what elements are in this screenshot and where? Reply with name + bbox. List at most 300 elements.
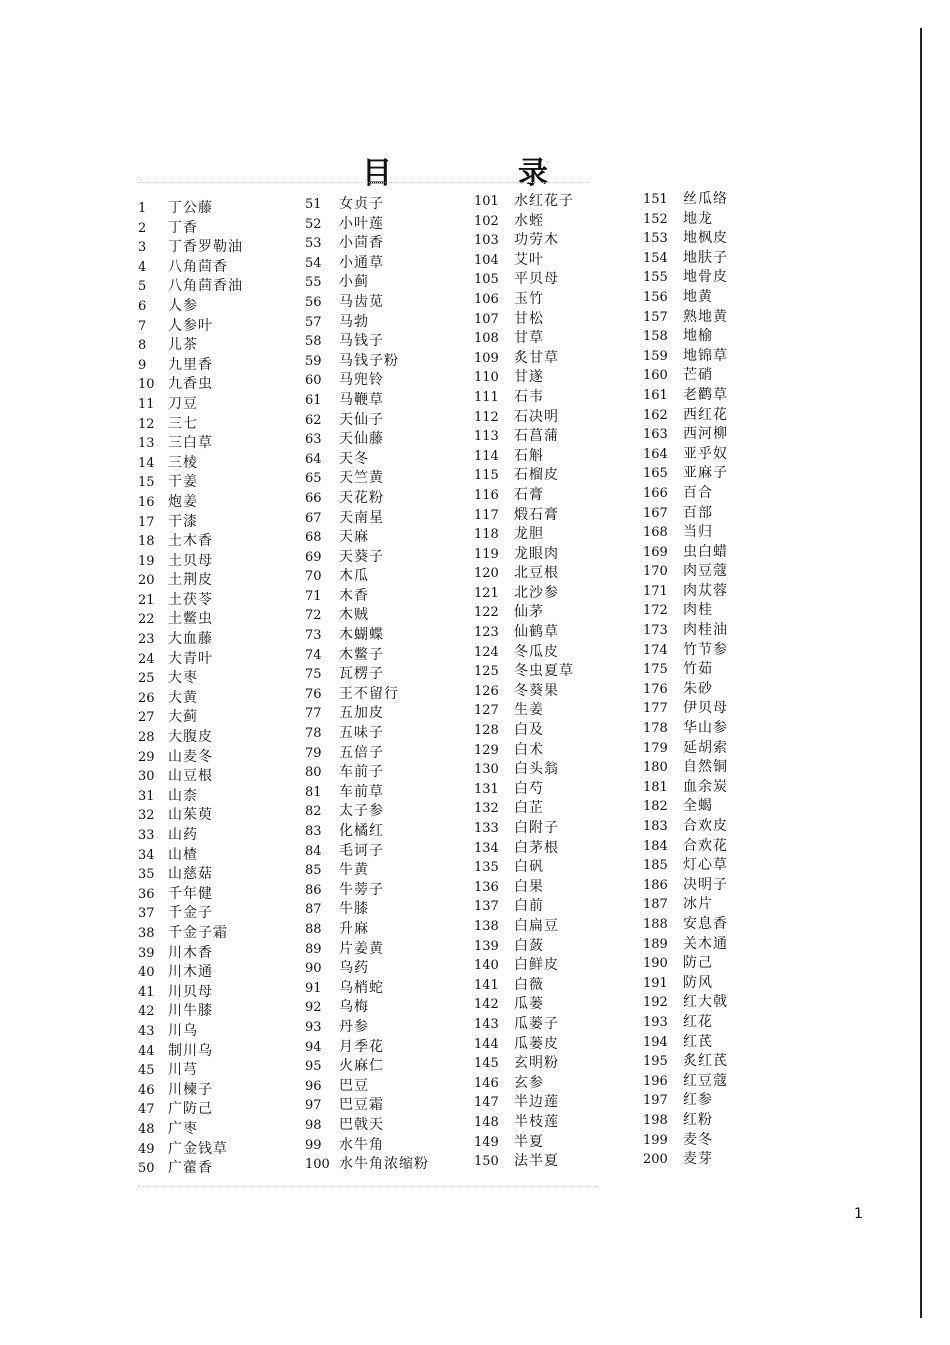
entry-number: 130 xyxy=(474,762,499,778)
entry-number: 48 xyxy=(138,1121,155,1137)
entry-name: 丝瓜络 xyxy=(683,191,728,207)
toc-column-1 xyxy=(138,199,308,1179)
entry-number: 17 xyxy=(138,514,155,530)
entry-name: 仙茅 xyxy=(514,604,544,621)
toc-entry xyxy=(474,741,644,761)
toc-entry xyxy=(643,856,813,876)
entry-name: 山茱萸 xyxy=(168,807,213,824)
entry-name: 红豆蔻 xyxy=(683,1072,728,1089)
entry-name: 合欢花 xyxy=(683,837,728,854)
toc-entry xyxy=(138,297,308,317)
entry-name: 亚乎奴 xyxy=(683,445,728,462)
entry-number: 159 xyxy=(643,348,668,364)
toc-entry xyxy=(474,858,644,878)
entry-number: 154 xyxy=(643,250,668,266)
entry-name: 山楂 xyxy=(168,846,198,863)
entry-number: 191 xyxy=(643,975,668,991)
entry-name: 八角茴香油 xyxy=(168,278,243,295)
entry-number: 136 xyxy=(474,879,499,895)
entry-number: 189 xyxy=(643,936,668,952)
entry-name: 甘遂 xyxy=(514,369,544,386)
entry-number: 120 xyxy=(474,566,499,582)
toc-entry xyxy=(138,336,308,356)
entry-number: 58 xyxy=(305,334,322,350)
toc-entry xyxy=(643,464,813,484)
toc-entry xyxy=(138,571,308,591)
toc-entry xyxy=(138,983,308,1003)
entry-number: 106 xyxy=(474,291,499,307)
entry-name: 瓜蒌 xyxy=(514,996,544,1013)
entry-name: 白鲜皮 xyxy=(514,957,559,974)
entry-name: 老鹳草 xyxy=(683,386,728,403)
entry-number: 184 xyxy=(643,838,668,854)
entry-number: 51 xyxy=(305,197,322,212)
entry-name: 大血藤 xyxy=(168,631,213,648)
entry-number: 122 xyxy=(474,605,499,621)
toc-entry xyxy=(305,646,475,666)
toc-entry xyxy=(474,329,644,349)
entry-name: 地黄 xyxy=(683,288,713,305)
entry-number: 11 xyxy=(138,396,155,412)
entry-name: 龙胆 xyxy=(514,526,544,543)
entry-number: 40 xyxy=(138,965,155,981)
toc-entry xyxy=(474,427,644,447)
entry-name: 防风 xyxy=(683,974,713,991)
entry-number: 132 xyxy=(474,801,499,817)
entry-name: 白矾 xyxy=(514,859,544,876)
toc-entry xyxy=(305,685,475,705)
entry-name: 红参 xyxy=(683,1092,713,1109)
entry-number: 34 xyxy=(138,847,155,863)
toc-entry xyxy=(305,509,475,529)
toc-entry xyxy=(643,778,813,798)
entry-name: 升麻 xyxy=(339,920,369,937)
entry-name: 天麻 xyxy=(339,529,369,546)
toc-entry xyxy=(474,1133,644,1153)
entry-number: 25 xyxy=(138,671,155,687)
entry-number: 49 xyxy=(138,1141,155,1157)
entry-number: 74 xyxy=(305,647,322,663)
entry-number: 80 xyxy=(305,765,322,781)
entry-number: 60 xyxy=(305,373,322,389)
entry-number: 188 xyxy=(643,916,668,932)
entry-number: 45 xyxy=(138,1063,155,1079)
toc-entry xyxy=(474,721,644,741)
entry-number: 8 xyxy=(138,338,147,354)
toc-entry xyxy=(643,641,813,661)
entry-name: 千金子霜 xyxy=(168,924,228,941)
entry-number: 167 xyxy=(643,505,668,521)
entry-name: 广防己 xyxy=(168,1101,213,1118)
entry-number: 164 xyxy=(643,446,668,462)
toc-entry xyxy=(474,231,644,251)
toc-entry xyxy=(474,349,644,369)
entry-name: 广金钱草 xyxy=(168,1140,228,1157)
toc-entry xyxy=(643,1091,813,1111)
toc-entry xyxy=(305,1038,475,1058)
entry-number: 169 xyxy=(643,544,668,560)
entry-number: 181 xyxy=(643,779,668,795)
entry-name: 天仙子 xyxy=(339,411,384,428)
entry-name: 马勃 xyxy=(339,313,369,330)
entry-number: 135 xyxy=(474,860,499,876)
entry-name: 合欢皮 xyxy=(683,818,728,834)
toc-entry xyxy=(474,506,644,526)
entry-number: 131 xyxy=(474,781,499,797)
entry-name: 白蔹 xyxy=(514,937,544,954)
toc-entry xyxy=(643,249,813,269)
entry-name: 石菖蒲 xyxy=(514,428,559,445)
entry-name: 伊贝母 xyxy=(683,700,728,717)
entry-number: 7 xyxy=(138,318,147,334)
entry-name: 巴豆 xyxy=(339,1077,369,1094)
entry-number: 148 xyxy=(474,1114,499,1130)
entry-name: 小茴香 xyxy=(339,235,384,252)
entry-number: 166 xyxy=(643,485,668,501)
toc-entry xyxy=(138,454,308,474)
toc-entry xyxy=(305,665,475,685)
entry-number: 102 xyxy=(474,213,499,229)
entry-number: 100 xyxy=(305,1157,330,1173)
toc-entry xyxy=(643,1150,813,1170)
toc-entry xyxy=(474,623,644,643)
toc-entry xyxy=(138,1159,308,1179)
entry-number: 168 xyxy=(643,525,668,541)
entry-name: 白茅根 xyxy=(514,839,559,856)
entry-number: 26 xyxy=(138,690,155,706)
toc-entry xyxy=(643,1111,813,1131)
toc-entry xyxy=(643,504,813,524)
entry-name: 自然铜 xyxy=(683,759,728,776)
toc-entry xyxy=(305,411,475,431)
entry-number: 187 xyxy=(643,897,668,913)
footer-divider xyxy=(138,1186,598,1187)
entry-name: 木贼 xyxy=(339,607,369,624)
entry-number: 178 xyxy=(643,721,668,737)
entry-name: 太子参 xyxy=(339,803,384,820)
entry-name: 冬虫夏草 xyxy=(514,663,574,680)
toc-entry xyxy=(138,846,308,866)
entry-number: 196 xyxy=(643,1073,668,1089)
entry-name: 麦冬 xyxy=(683,1131,713,1148)
entry-name: 山柰 xyxy=(168,787,198,804)
toc-entry xyxy=(643,308,813,328)
entry-name: 艾叶 xyxy=(514,251,544,268)
toc-entry xyxy=(474,819,644,839)
toc-entry xyxy=(643,876,813,896)
entry-number: 139 xyxy=(474,938,499,954)
toc-entry xyxy=(474,701,644,721)
entry-name: 白芷 xyxy=(514,800,544,817)
toc-entry xyxy=(138,219,308,239)
entry-number: 152 xyxy=(643,211,668,227)
entry-name: 白前 xyxy=(514,898,544,915)
entry-name: 大蓟 xyxy=(168,709,198,726)
entry-number: 38 xyxy=(138,925,155,941)
entry-number: 72 xyxy=(305,608,322,624)
entry-name: 木香 xyxy=(339,587,369,604)
entry-number: 85 xyxy=(305,863,322,879)
entry-number: 39 xyxy=(138,945,155,961)
toc-entry xyxy=(305,1155,475,1175)
entry-name: 马钱子粉 xyxy=(339,352,399,369)
toc-entry xyxy=(643,954,813,974)
entry-number: 87 xyxy=(305,902,322,918)
entry-number: 198 xyxy=(643,1112,668,1128)
entry-number: 133 xyxy=(474,821,499,836)
toc-entry xyxy=(643,210,813,230)
toc-entry xyxy=(474,878,644,898)
entry-number: 55 xyxy=(305,275,322,291)
entry-name: 西河柳 xyxy=(683,426,728,443)
entry-number: 79 xyxy=(305,745,322,761)
toc-entry xyxy=(643,660,813,680)
entry-number: 54 xyxy=(305,255,322,271)
entry-number: 86 xyxy=(305,882,322,898)
entry-name: 西红花 xyxy=(683,406,728,423)
entry-name: 肉桂 xyxy=(683,602,713,619)
entry-name: 法半夏 xyxy=(514,1153,559,1170)
entry-name: 冬瓜皮 xyxy=(514,643,559,660)
entry-name: 千年健 xyxy=(168,885,213,902)
toc-entry xyxy=(138,1042,308,1062)
entry-name: 木蝴蝶 xyxy=(339,627,384,644)
entry-number: 182 xyxy=(643,799,668,815)
toc-entry xyxy=(138,689,308,709)
toc-entry xyxy=(138,787,308,807)
toc-entry xyxy=(643,1072,813,1092)
entry-name: 北沙参 xyxy=(514,584,559,601)
entry-name: 丁香罗勒油 xyxy=(168,239,243,256)
toc-entry xyxy=(138,1081,308,1101)
entry-number: 165 xyxy=(643,466,668,482)
entry-number: 94 xyxy=(305,1039,322,1055)
toc-entry xyxy=(643,1033,813,1053)
entry-number: 77 xyxy=(305,706,322,722)
entry-name: 大青叶 xyxy=(168,650,213,667)
entry-number: 36 xyxy=(138,886,155,902)
entry-name: 瓜蒌子 xyxy=(514,1015,559,1032)
entry-name: 煅石膏 xyxy=(514,506,559,523)
toc-entry xyxy=(643,425,813,445)
entry-number: 162 xyxy=(643,407,668,423)
entry-number: 2 xyxy=(138,220,147,236)
toc-entry xyxy=(474,1093,644,1113)
toc-entry xyxy=(474,662,644,682)
toc-entry xyxy=(305,724,475,744)
entry-number: 84 xyxy=(305,843,322,859)
toc-entry xyxy=(474,956,644,976)
toc-entry xyxy=(474,466,644,486)
toc-entry xyxy=(305,900,475,920)
entry-name: 百合 xyxy=(683,484,713,501)
entry-name: 马鞭草 xyxy=(339,391,384,408)
entry-name: 牛黄 xyxy=(339,862,369,879)
entry-number: 199 xyxy=(643,1132,668,1148)
entry-number: 10 xyxy=(138,377,155,393)
entry-name: 大腹皮 xyxy=(168,729,213,746)
toc-entry xyxy=(305,822,475,842)
entry-number: 142 xyxy=(474,997,499,1013)
toc-entry xyxy=(138,630,308,650)
toc-entry xyxy=(138,473,308,493)
entry-name: 肉豆蔻 xyxy=(683,563,728,580)
entry-number: 67 xyxy=(305,510,322,526)
entry-number: 146 xyxy=(474,1075,499,1091)
entry-number: 197 xyxy=(643,1093,668,1109)
entry-number: 155 xyxy=(643,270,668,286)
entry-number: 42 xyxy=(138,1004,155,1020)
toc-entry xyxy=(138,610,308,630)
entry-number: 70 xyxy=(305,569,322,585)
entry-number: 113 xyxy=(474,429,499,445)
toc-entry xyxy=(474,486,644,506)
entry-name: 麦芽 xyxy=(683,1151,713,1168)
toc-entry xyxy=(305,391,475,411)
toc-entry xyxy=(138,904,308,924)
entry-number: 90 xyxy=(305,961,322,977)
entry-name: 地枫皮 xyxy=(683,230,728,247)
entry-number: 145 xyxy=(474,1056,499,1072)
entry-number: 44 xyxy=(138,1043,155,1059)
toc-entry xyxy=(305,1057,475,1077)
entry-name: 决明子 xyxy=(683,876,728,893)
entry-number: 37 xyxy=(138,906,155,922)
entry-name: 白头翁 xyxy=(514,761,559,778)
entry-name: 人参 xyxy=(168,297,198,314)
toc-entry xyxy=(138,434,308,454)
entry-number: 192 xyxy=(643,995,668,1011)
toc-entry xyxy=(305,430,475,450)
toc-entry xyxy=(643,582,813,602)
toc-entry xyxy=(474,643,644,663)
entry-number: 151 xyxy=(643,192,668,207)
toc-entry xyxy=(305,371,475,391)
entry-number: 24 xyxy=(138,651,155,667)
entry-number: 103 xyxy=(474,233,499,249)
entry-number: 175 xyxy=(643,662,668,678)
entry-number: 153 xyxy=(643,231,668,247)
entry-number: 61 xyxy=(305,392,322,408)
page-number: 1 xyxy=(854,1206,863,1222)
entry-number: 156 xyxy=(643,289,668,305)
toc-entry xyxy=(305,293,475,313)
entry-name: 大枣 xyxy=(168,670,198,687)
entry-name: 石膏 xyxy=(514,486,544,503)
entry-number: 20 xyxy=(138,573,155,589)
entry-number: 110 xyxy=(474,370,499,386)
entry-number: 186 xyxy=(643,877,668,893)
entry-name: 九香虫 xyxy=(168,376,213,393)
toc-entry xyxy=(643,268,813,288)
entry-name: 土贝母 xyxy=(168,552,213,569)
entry-number: 117 xyxy=(474,507,499,523)
toc-entry xyxy=(138,1061,308,1081)
entry-name: 天葵子 xyxy=(339,548,384,565)
entry-number: 15 xyxy=(138,475,155,491)
toc-entry xyxy=(643,935,813,955)
entry-number: 28 xyxy=(138,730,155,746)
entry-name: 川乌 xyxy=(168,1022,198,1039)
toc-entry xyxy=(643,347,813,367)
entry-number: 104 xyxy=(474,252,499,268)
entry-number: 174 xyxy=(643,642,668,658)
entry-name: 白附子 xyxy=(514,820,559,836)
toc-entry xyxy=(305,489,475,509)
entry-number: 66 xyxy=(305,490,322,506)
entry-number: 69 xyxy=(305,549,322,565)
entry-name: 水蛭 xyxy=(514,212,544,229)
toc-entry xyxy=(474,897,644,917)
entry-name: 天竺黄 xyxy=(339,470,384,487)
entry-name: 石韦 xyxy=(514,388,544,405)
entry-number: 30 xyxy=(138,769,155,785)
entry-number: 147 xyxy=(474,1095,499,1111)
entry-name: 玄参 xyxy=(514,1074,544,1091)
toc-entry xyxy=(474,799,644,819)
entry-number: 35 xyxy=(138,867,155,883)
entry-number: 163 xyxy=(643,427,668,443)
toc-entry xyxy=(138,238,308,258)
toc-entry xyxy=(138,493,308,513)
entry-number: 53 xyxy=(305,236,322,252)
toc-entry xyxy=(643,817,813,837)
toc-entry xyxy=(474,564,644,584)
toc-entry xyxy=(305,567,475,587)
page-title: 目 录 xyxy=(362,156,596,192)
entry-name: 山慈菇 xyxy=(168,866,213,883)
entry-name: 八角茴香 xyxy=(168,258,228,275)
toc-entry xyxy=(643,288,813,308)
entry-name: 千金子 xyxy=(168,905,213,922)
entry-number: 193 xyxy=(643,1014,668,1030)
toc-entry xyxy=(138,1100,308,1120)
toc-entry xyxy=(138,748,308,768)
header-divider xyxy=(138,182,588,183)
entry-name: 川木香 xyxy=(168,944,213,961)
entry-name: 冰片 xyxy=(683,896,713,913)
toc-entry xyxy=(138,375,308,395)
toc-entry xyxy=(643,601,813,621)
entry-number: 108 xyxy=(474,331,499,347)
entry-number: 96 xyxy=(305,1078,322,1094)
entry-name: 龙眼肉 xyxy=(514,545,559,562)
toc-entry xyxy=(138,944,308,964)
toc-entry xyxy=(305,352,475,372)
toc-entry xyxy=(474,290,644,310)
entry-number: 47 xyxy=(138,1102,155,1118)
toc-entry xyxy=(474,760,644,780)
entry-name: 三七 xyxy=(168,415,198,432)
entry-name: 红花 xyxy=(683,1013,713,1030)
entry-number: 183 xyxy=(643,819,668,834)
toc-entry xyxy=(138,317,308,337)
entry-number: 32 xyxy=(138,808,155,824)
entry-number: 22 xyxy=(138,612,155,628)
entry-number: 109 xyxy=(474,350,499,366)
toc-entry xyxy=(138,1022,308,1042)
toc-column-2 xyxy=(305,195,475,1175)
entry-name: 白果 xyxy=(514,878,544,895)
entry-number: 76 xyxy=(305,686,322,702)
entry-number: 176 xyxy=(643,681,668,697)
entry-name: 山豆根 xyxy=(168,768,213,785)
entry-name: 延胡索 xyxy=(683,739,728,756)
toc-entry xyxy=(138,513,308,533)
entry-name: 生姜 xyxy=(514,702,544,719)
entry-name: 灯心草 xyxy=(683,857,728,874)
entry-name: 炙红芪 xyxy=(683,1053,728,1070)
